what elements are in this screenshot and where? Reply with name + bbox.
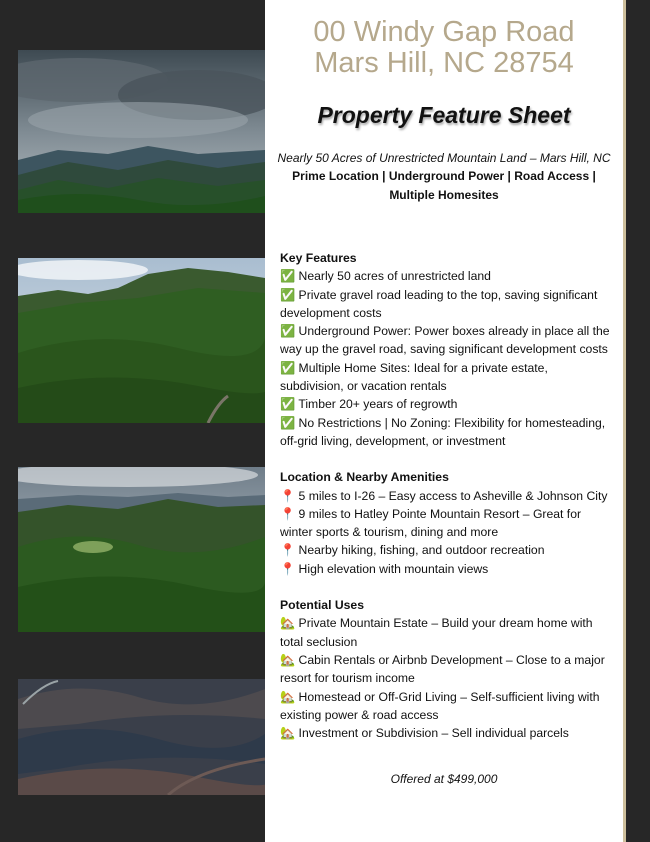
location-item: 📍 High elevation with mountain views	[280, 561, 489, 576]
highlights	[265, 167, 623, 205]
offer-price: Offered at $499,000	[390, 772, 498, 786]
feature-item: ✅ No Restrictions | No Zoning: Flexibility for homesteading, off-grid living, development, or investment	[280, 415, 606, 448]
location-item: 📍 Nearby hiking, fishing, and outdoor recreation	[280, 543, 545, 558]
uses-heading: Potential Uses	[280, 598, 364, 613]
highlights-line-1: Prime Location | Underground Power | Road Access |	[292, 169, 596, 183]
feature-item: ✅ Private gravel road leading to the top, saving significant development costs	[280, 287, 598, 320]
photo-mountain-valley	[18, 467, 265, 632]
sheet-title: Property Feature Sheet	[317, 102, 571, 128]
location-heading: Location & Nearby Amenities	[280, 470, 449, 485]
feature-item: ✅ Timber 20+ years of regrowth	[280, 397, 458, 412]
key-features-list	[280, 267, 613, 450]
feature-item: ✅ Underground Power: Power boxes already in place all the way up the gravel road, saving significant development costs	[280, 324, 610, 357]
property-address	[265, 17, 623, 79]
subtitle: Nearly 50 Acres of Unrestricted Mountain Land – Mars Hill, NC	[277, 151, 611, 165]
use-item: 🏡 Investment or Subdivision – Sell individual parcels	[280, 726, 569, 741]
feature-sheet	[265, 0, 626, 842]
use-item: 🏡 Homestead or Off-Grid Living – Self-sufficient living with existing power & road access	[280, 689, 600, 722]
address-line-2: Mars Hill, NC 28754	[314, 47, 574, 79]
address-line-1: 00 Windy Gap Road	[313, 16, 575, 48]
photo-stormy-mountain-view	[18, 50, 265, 213]
photo-forested-ridge	[18, 258, 265, 423]
location-list	[280, 487, 613, 578]
highlights-line-2: Multiple Homesites	[389, 188, 499, 202]
use-item: 🏡 Cabin Rentals or Airbnb Development – Close to a major resort for tourism income	[280, 652, 605, 686]
location-item: 📍 5 miles to I-26 – Easy access to Asheville & Johnson City	[280, 488, 608, 503]
use-item: 🏡 Private Mountain Estate – Build your dream home with total seclusion	[280, 616, 593, 649]
photo-aerial-terrain	[18, 679, 265, 795]
uses-list	[280, 614, 613, 742]
feature-item: ✅ Multiple Home Sites: Ideal for a private estate, subdivision, or vacation rentals	[280, 360, 548, 394]
location-item: 📍 9 miles to Hatley Pointe Mountain Resort – Great for winter sports & tourism, dining and more	[280, 506, 582, 540]
key-features-heading: Key Features	[280, 251, 357, 265]
feature-item: ✅ Nearly 50 acres of unrestricted land	[280, 269, 491, 284]
